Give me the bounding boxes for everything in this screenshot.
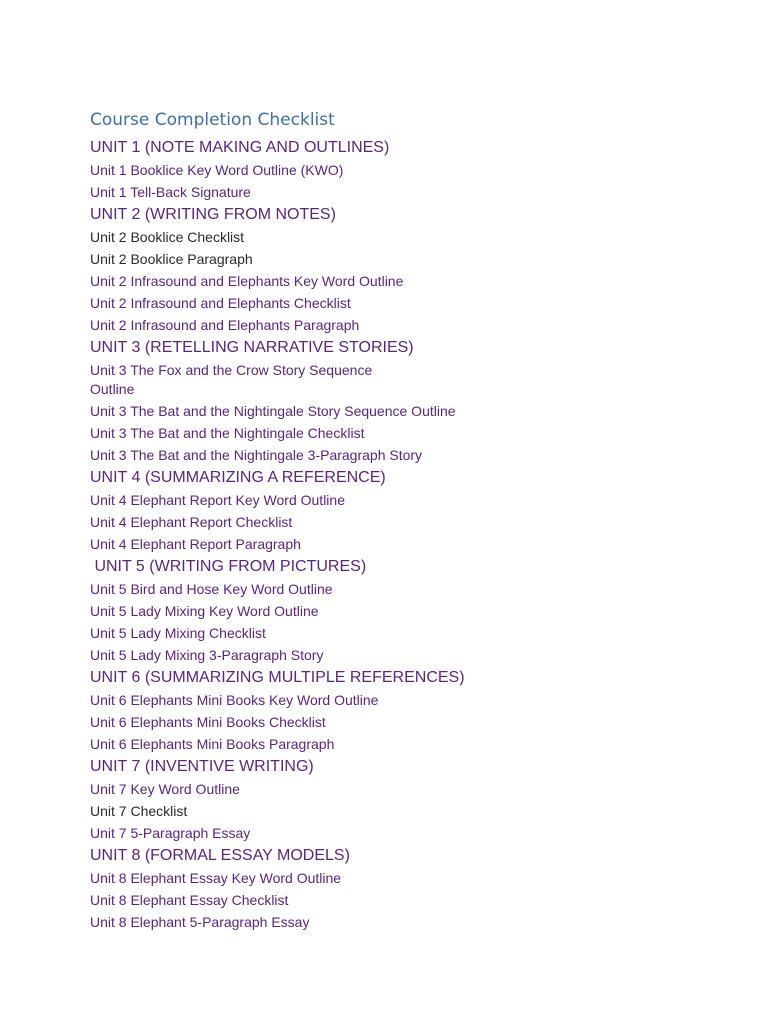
checklist-item: Unit 7 5-Paragraph Essay — [90, 825, 251, 841]
unit-7-heading: UNIT 7 (INVENTIVE WRITING) — [90, 758, 314, 775]
unit-3-heading: UNIT 3 (RETELLING NARRATIVE STORIES) — [90, 339, 414, 356]
checklist-item: Unit 3 The Fox and the Crow Story Sequence — [90, 362, 373, 378]
checklist-item: Unit 4 Elephant Report Key Word Outline — [90, 492, 345, 508]
unit-2-heading: UNIT 2 (WRITING FROM NOTES) — [90, 206, 336, 223]
checklist-item: Unit 2 Infrasound and Elephants Paragraph — [90, 317, 360, 333]
checklist-item: Unit 6 Elephants Mini Books Paragraph — [90, 736, 335, 752]
unit-1-heading: UNIT 1 (NOTE MAKING AND OUTLINES) — [90, 139, 390, 156]
checklist-item: Unit 2 Infrasound and Elephants Checklist — [90, 295, 351, 311]
unit-5-heading: UNIT 5 (WRITING FROM PICTURES) — [90, 558, 367, 575]
checklist-item: Unit 5 Lady Mixing 3-Paragraph Story — [90, 647, 324, 663]
checklist-item: Unit 8 Elephant Essay Checklist — [90, 892, 289, 908]
checklist-item: Unit 7 Checklist — [90, 803, 188, 819]
checklist-item: Unit 7 Key Word Outline — [90, 781, 240, 797]
checklist-item: Unit 8 Elephant Essay Key Word Outline — [90, 870, 342, 886]
document-title: Course Completion Checklist — [90, 110, 335, 130]
checklist-item: Unit 5 Lady Mixing Checklist — [90, 625, 266, 641]
checklist-item: Unit 5 Bird and Hose Key Word Outline — [90, 581, 333, 597]
unit-6-heading: UNIT 6 (SUMMARIZING MULTIPLE REFERENCES) — [90, 669, 465, 686]
checklist-item: Unit 6 Elephants Mini Books Key Word Outline — [90, 692, 379, 708]
checklist-item: Unit 6 Elephants Mini Books Checklist — [90, 714, 326, 730]
unit-4-heading: UNIT 4 (SUMMARIZING A REFERENCE) — [90, 469, 386, 486]
checklist-item: Unit 1 Booklice Key Word Outline (KWO) — [90, 162, 344, 178]
checklist-item: Unit 2 Booklice Paragraph — [90, 251, 253, 267]
checklist-item: Unit 4 Elephant Report Paragraph — [90, 536, 301, 552]
checklist-item-continuation: Outline — [90, 381, 135, 397]
checklist-item: Unit 3 The Bat and the Nightingale Story Sequence Outline — [90, 403, 456, 419]
checklist-item: Unit 1 Tell-Back Signature — [90, 184, 251, 200]
checklist-item: Unit 3 The Bat and the Nightingale 3-Paragraph Story — [90, 447, 423, 463]
checklist-item: Unit 4 Elephant Report Checklist — [90, 514, 293, 530]
unit-8-heading: UNIT 8 (FORMAL ESSAY MODELS) — [90, 847, 350, 864]
checklist-item: Unit 3 The Bat and the Nightingale Checklist — [90, 425, 365, 441]
checklist-item: Unit 2 Infrasound and Elephants Key Word Outline — [90, 273, 404, 289]
checklist-item: Unit 8 Elephant 5-Paragraph Essay — [90, 914, 310, 930]
checklist-item: Unit 2 Booklice Checklist — [90, 229, 245, 245]
checklist-item: Unit 5 Lady Mixing Key Word Outline — [90, 603, 319, 619]
